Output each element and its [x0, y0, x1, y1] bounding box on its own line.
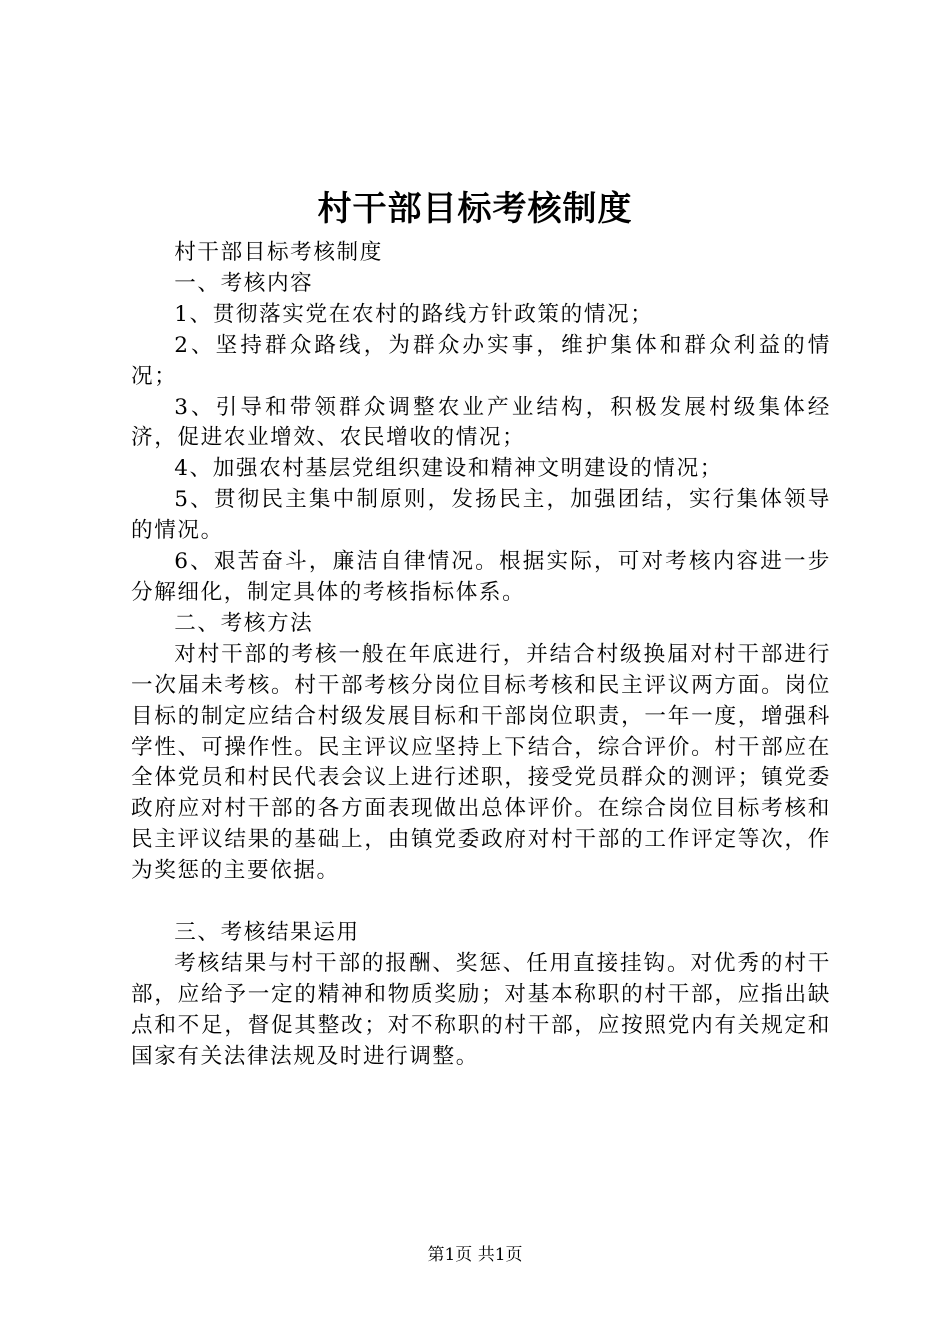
content-item-6: 6、艰苦奋斗，廉洁自律情况。根据实际，可对考核内容进一步分解细化，制定具体的考核指标体系。	[131, 549, 831, 605]
method-paragraph: 对村干部的考核一般在年底进行，并结合村级换届对村干部进行一次届未考核。村干部考核分岗位目标考核和民主评议两方面。岗位目标的制定应结合村级发展目标和干部岗位职责，一年一度，增强科学性、可操作性。民主评议应坚持上下结合，综合评价。村干部应在全体党员和村民代表会议上进行述职，接受党员群众的测评；镇党委政府应对村干部的各方面表现做出总体评价。在综合岗位目标考核和民主评议结果的基础上，由镇党委政府对村干部的工作评定等次，作为奖惩的主要依据。	[131, 641, 831, 884]
document-body	[131, 238, 831, 1072]
content-item-5: 5、贯彻民主集中制原则，发扬民主，加强团结，实行集体领导的情况。	[131, 487, 831, 544]
section-heading-method: 二、考核方法	[174, 610, 314, 636]
intro-heading: 村干部目标考核制度	[174, 240, 383, 265]
page-number-footer: 第1页 共1页	[427, 1245, 523, 1265]
results-paragraph: 考核结果与村干部的报酬、奖惩、任用直接挂钩。对优秀的村干部，应给予一定的精神和物质奖励；对基本称职的村干部，应指出缺点和不足，督促其整改；对不称职的村干部，应按照党内有关规定和国家有关法律法规及时进行调整。	[131, 950, 831, 1069]
content-item-2: 2、坚持群众路线，为群众办实事，维护集体和群众利益的情况；	[131, 332, 831, 389]
section-heading-results: 三、考核结果运用	[174, 919, 360, 945]
content-item-1: 1、贯彻落实党在农村的路线方针政策的情况；	[174, 301, 654, 327]
document-title: 村干部目标考核制度	[317, 189, 633, 229]
content-item-4: 4、加强农村基层党组织建设和精神文明建设的情况；	[174, 456, 723, 482]
content-item-3: 3、引导和带领群众调整农业产业结构，积极发展村级集体经济，促进农业增效、农民增收的情况；	[131, 394, 831, 451]
section-heading-content: 一、考核内容	[174, 270, 314, 296]
